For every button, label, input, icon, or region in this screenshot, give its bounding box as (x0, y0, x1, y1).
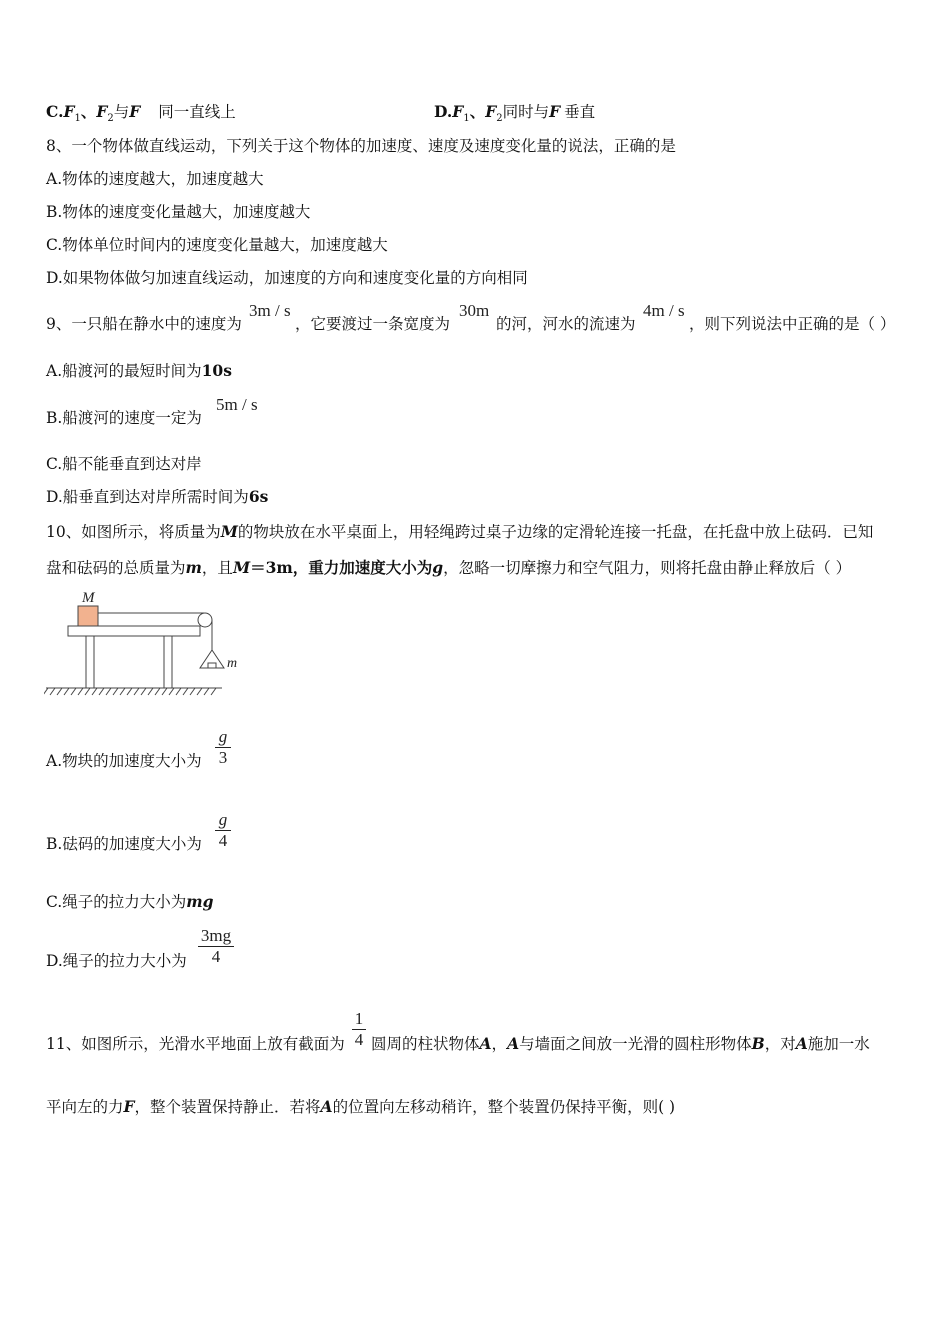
hatch-mark (64, 688, 69, 695)
pulley (198, 613, 212, 627)
hatch-mark (50, 688, 55, 695)
ground-hatch (44, 688, 216, 695)
q10-option-d-fraction: 3mg 4 (198, 926, 234, 967)
q10-option-a: A.物块的加速度大小为 (46, 752, 202, 770)
hatch-mark (134, 688, 139, 695)
hatch-mark (162, 688, 167, 695)
hatch-mark (99, 688, 104, 695)
hatch-mark (155, 688, 160, 695)
q9-option-d: D.船垂直到达对岸所需时间为6s (46, 487, 269, 506)
hatch-mark (127, 688, 132, 695)
q8-option-b: B.物体的速度变化量越大，加速度越大 (46, 203, 311, 221)
hatch-mark (120, 688, 125, 695)
hatch-mark (57, 688, 62, 695)
table-top (68, 626, 200, 636)
hatch-mark (176, 688, 181, 695)
q10-option-d: D.绳子的拉力大小为 (46, 952, 187, 970)
block-M (78, 606, 98, 626)
q8-option-a: A.物体的速度越大，加速度越大 (46, 170, 264, 188)
q9-option-b: B.船渡河的速度一定为 (46, 409, 202, 427)
q9-river-width: 30m (459, 301, 490, 320)
q10-option-a-fraction: g 3 (215, 727, 231, 768)
q10-figure-table-pulley (44, 586, 244, 698)
q8-stem: 8、一个物体做直线运动，下列关于这个物体的加速度、速度及速度变化量的说法，正确的是 (46, 137, 676, 155)
hatch-mark (71, 688, 76, 695)
q9-stem-a: 9、一只船在静水中的速度为 (46, 315, 242, 333)
q10-option-b: B.砝码的加速度大小为 (46, 835, 202, 853)
q8-option-d: D.如果物体做匀加速直线运动，加速度的方向和速度变化量的方向相同 (46, 269, 528, 287)
hatch-mark (204, 688, 209, 695)
q9-speed-boat: 3m / s (249, 301, 291, 320)
hatch-mark (197, 688, 202, 695)
q9-stem-d: ，则下列说法中正确的是（ ） (689, 315, 896, 333)
q8-option-c: C.物体单位时间内的速度变化量越大，加速度越大 (46, 236, 388, 254)
q11-quarter-fraction: 1 4 (352, 1009, 366, 1050)
hatch-mark (169, 688, 174, 695)
q9-speed-water: 4m / s (643, 301, 685, 320)
label-m: m (227, 656, 238, 671)
q10-option-b-fraction: g 4 (215, 810, 231, 851)
q9-option-c: C.船不能垂直到达对岸 (46, 455, 202, 473)
q9-stem-c: 的河，河水的流速为 (496, 315, 636, 333)
q10-stem-line2: 盘和砝码的总质量为m，且M＝3m，重力加速度大小为g，忽略一切摩擦力和空气阻力，则将托盘由静止释放后（ ） (46, 558, 852, 577)
q11-stem-line1-b: 圆周的柱状物体A，A与墙面之间放一光滑的圆柱形物体B，对A施加一水 (371, 1034, 870, 1053)
q10-option-c: C.绳子的拉力大小为mg (46, 892, 214, 911)
hatch-mark (85, 688, 90, 695)
q7-option-c: $C.F_1$、$F_2$与F 同一直线上 (46, 102, 236, 125)
weight (208, 663, 216, 668)
hatch-mark (78, 688, 83, 695)
hatch-mark (141, 688, 146, 695)
hatch-mark (190, 688, 195, 695)
hatch-mark (183, 688, 188, 695)
table-leg-left (86, 636, 94, 688)
q11-stem-line1-a: 11、如图所示，光滑水平地面上放有截面为 (46, 1035, 345, 1053)
hatch-mark (44, 688, 48, 695)
q11-stem-line2: 平向左的力F，整个装置保持静止．若将A的位置向左移动稍许，整个装置仍保持平衡，则( ) (46, 1097, 676, 1116)
hatch-mark (211, 688, 216, 695)
q9-option-a: A.船渡河的最短时间为10s (46, 361, 232, 380)
label-M: M (82, 590, 95, 606)
q7-option-d: $D.F_1$、$F_2$同时与F 垂直 (434, 102, 596, 125)
hatch-mark (106, 688, 111, 695)
q9-option-b-value: 5m / s (216, 395, 258, 414)
table-leg-right (164, 636, 172, 688)
hatch-mark (92, 688, 97, 695)
hatch-mark (148, 688, 153, 695)
q9-stem-b: ，它要渡过一条宽度为 (295, 315, 451, 333)
hatch-mark (113, 688, 118, 695)
q10-stem-line1: 10、如图所示，将质量为M的物块放在水平桌面上，用轻绳跨过桌子边缘的定滑轮连接一托盘，在托盘中放上砝码．已知 (46, 522, 874, 541)
